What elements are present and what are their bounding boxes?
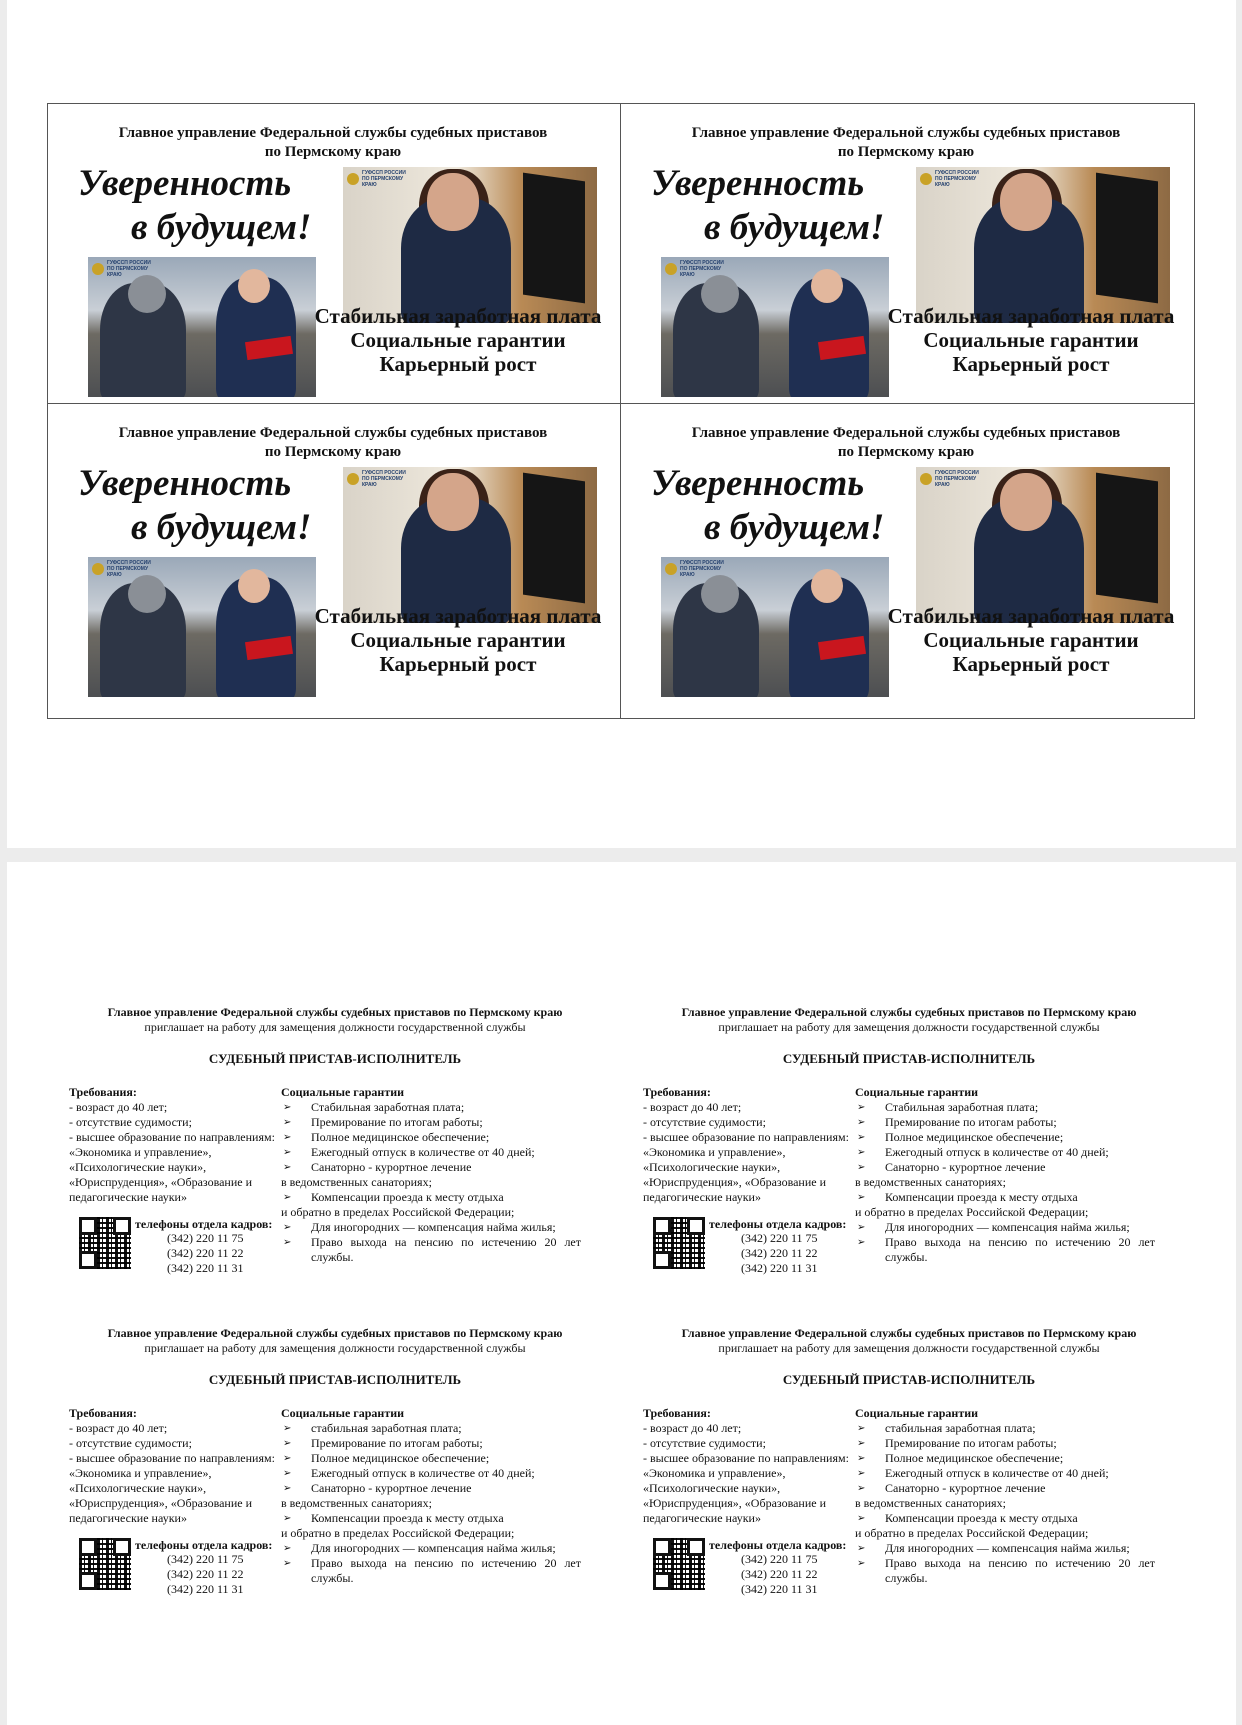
qr-code-icon	[653, 1217, 705, 1269]
notice-header	[55, 1326, 615, 1356]
logo-text: ГУФССП РОССИИ ПО ПЕРМСКОМУ КРАЮ	[935, 470, 979, 488]
photo-officer-on-phone	[916, 467, 1170, 623]
requirement-item: - отсутствие судимости;	[69, 1115, 192, 1129]
requirement-item: - высшее образование по направлениям:	[69, 1451, 275, 1465]
social-item: ➢ Право выхода на пенсию по истечению 20 лет службы.	[281, 1235, 581, 1265]
bailiff-head	[811, 269, 843, 303]
bailiff-head	[811, 569, 843, 603]
notice-position: СУДЕБНЫЙ ПРИСТАВ-ИСПОЛНИТЕЛЬ	[782, 1051, 1036, 1066]
qr-code-icon	[79, 1217, 131, 1269]
social-item: и обратно в пределах Российской Федерации;	[855, 1526, 1089, 1540]
social-item: ➢ Компенсации проезда к месту отдыха	[855, 1511, 1155, 1526]
social-item: в ведомственных санаториях;	[281, 1175, 432, 1189]
requirements-list	[643, 1421, 875, 1526]
social-block	[281, 1085, 581, 1265]
social-item: ➢ Ежегодный отпуск в количестве от 40 дней;	[855, 1466, 1155, 1481]
phones-label: телефоны отдела кадров:	[135, 1217, 273, 1231]
social-item: ➢ Компенсации проезда к месту отдыха	[281, 1511, 581, 1526]
flyer-card	[621, 104, 1194, 404]
phone-number: (342) 220 11 75	[741, 1231, 818, 1245]
flyer-card	[621, 404, 1194, 718]
notice-position: СУДЕБНЫЙ ПРИСТАВ-ИСПОЛНИТЕЛЬ	[782, 1372, 1036, 1387]
requirement-item: «Юриспруденция», «Образование и	[643, 1175, 826, 1189]
flyer-org-title	[621, 424, 1191, 462]
notice-org: Главное управление Федеральной службы судебных приставов по Пермскому краю	[681, 1005, 1137, 1019]
phone-number: (342) 220 11 22	[741, 1246, 818, 1260]
photo-bailiff-with-citizen	[88, 257, 316, 397]
social-item: ➢ Санаторно - курортное лечение	[855, 1160, 1155, 1175]
photo-officer-on-phone	[343, 167, 597, 323]
social-item: в ведомственных санаториях;	[855, 1175, 1006, 1189]
vacancy-notice	[629, 1005, 1189, 1305]
requirement-item: - отсутствие судимости;	[643, 1115, 766, 1129]
social-item: ➢ стабильная заработная плата;	[281, 1421, 581, 1436]
social-title: Социальные гарантии	[281, 1406, 405, 1420]
requirement-item: «Экономика и управление»,	[643, 1466, 786, 1480]
requirement-item: педагогические науки»	[69, 1190, 187, 1204]
social-item: ➢ стабильная заработная плата;	[855, 1421, 1155, 1436]
logo-text: ГУФССП РОССИИ ПО ПЕРМСКОМУ КРАЮ	[362, 170, 406, 188]
social-item: ➢ Премирование по итогам работы;	[855, 1436, 1155, 1451]
benefit-salary: Стабильная заработная плата	[887, 304, 1175, 328]
social-item: ➢ Для иногородних — компенсация найма жилья;	[281, 1220, 581, 1235]
org-line-1: Главное управление Федеральной службы судебных приставов	[118, 125, 548, 141]
phone-number: (342) 220 11 22	[741, 1567, 818, 1581]
phones-label: телефоны отдела кадров:	[709, 1217, 847, 1231]
requirements-block	[643, 1085, 875, 1205]
flyer-page	[7, 0, 1236, 848]
slogan-line-1: Уверенность	[78, 463, 292, 504]
social-item: ➢ Полное медицинское обеспечение;	[855, 1130, 1155, 1145]
requirements-list	[69, 1421, 301, 1526]
eagle-emblem-icon	[920, 473, 932, 485]
social-item: ➢ Премирование по итогам работы;	[281, 1115, 581, 1130]
fssp-logo	[920, 470, 979, 488]
social-list	[281, 1100, 581, 1265]
slogan-line-2: в будущем!	[131, 207, 312, 248]
requirement-item: «Экономика и управление»,	[69, 1466, 212, 1480]
requirement-item: «Психологические науки»,	[69, 1481, 207, 1495]
social-block	[855, 1085, 1155, 1265]
flyer-org-title	[621, 124, 1191, 162]
eagle-emblem-icon	[347, 473, 359, 485]
officer-head	[427, 473, 479, 531]
phones-list	[741, 1552, 818, 1597]
social-item: ➢ Санаторно - курортное лечение	[281, 1160, 581, 1175]
org-line-2: по Пермскому краю	[264, 444, 402, 460]
social-item: и обратно в пределах Российской Федерации;	[281, 1526, 515, 1540]
social-title: Социальные гарантии	[855, 1406, 979, 1420]
slogan-line-1: Уверенность	[78, 163, 292, 204]
phone-number: (342) 220 11 31	[741, 1582, 818, 1596]
benefit-salary: Стабильная заработная плата	[314, 304, 602, 328]
phone-number: (342) 220 11 75	[167, 1231, 244, 1245]
requirements-block	[643, 1406, 875, 1526]
requirement-item: «Юриспруденция», «Образование и	[69, 1175, 252, 1189]
phones-list	[741, 1231, 818, 1276]
logo-text: ГУФССП РОССИИ ПО ПЕРМСКОМУ КРАЮ	[362, 470, 406, 488]
eagle-emblem-icon	[920, 173, 932, 185]
benefit-salary: Стабильная заработная плата	[887, 604, 1175, 628]
flyer-org-title	[48, 124, 618, 162]
requirement-item: - высшее образование по направлениям:	[643, 1451, 849, 1465]
fssp-logo	[920, 170, 979, 188]
social-item: в ведомственных санаториях;	[855, 1496, 1006, 1510]
officer-head	[427, 173, 479, 231]
org-line-2: по Пермскому краю	[837, 444, 975, 460]
qr-code-icon	[653, 1538, 705, 1590]
benefit-social: Социальные гарантии	[350, 628, 566, 652]
bailiff-head	[238, 269, 270, 303]
slogan-line-2: в будущем!	[704, 507, 885, 548]
social-item: ➢ Полное медицинское обеспечение;	[281, 1451, 581, 1466]
phone-number: (342) 220 11 22	[167, 1246, 244, 1260]
social-item: ➢ Право выхода на пенсию по истечению 20 лет службы.	[855, 1556, 1155, 1586]
flyer-benefits	[301, 604, 615, 676]
phone-number: (342) 220 11 31	[167, 1261, 244, 1275]
vacancy-notice	[55, 1326, 615, 1626]
social-block	[855, 1406, 1155, 1586]
eagle-emblem-icon	[665, 263, 677, 275]
fssp-logo	[347, 470, 406, 488]
requirement-item: «Юриспруденция», «Образование и	[69, 1496, 252, 1510]
flyer-benefits	[301, 304, 615, 376]
phones-label: телефоны отдела кадров:	[135, 1538, 273, 1552]
eagle-emblem-icon	[347, 173, 359, 185]
social-title: Социальные гарантии	[281, 1085, 405, 1099]
bailiff-head	[238, 569, 270, 603]
notice-org: Главное управление Федеральной службы судебных приставов по Пермскому краю	[107, 1005, 563, 1019]
requirement-item: «Экономика и управление»,	[69, 1145, 212, 1159]
notice-position: СУДЕБНЫЙ ПРИСТАВ-ИСПОЛНИТЕЛЬ	[208, 1372, 462, 1387]
fssp-logo	[347, 170, 406, 188]
photo-officer-on-phone	[916, 167, 1170, 323]
social-item: ➢ Ежегодный отпуск в количестве от 40 дней;	[855, 1145, 1155, 1160]
benefit-career: Карьерный рост	[952, 352, 1110, 376]
requirement-item: - отсутствие судимости;	[69, 1436, 192, 1450]
citizen-head	[701, 575, 739, 613]
requirement-item: педагогические науки»	[69, 1511, 187, 1525]
notice-invite: приглашает на работу для замещения должности государственной службы	[718, 1341, 1100, 1355]
requirement-item: педагогические науки»	[643, 1190, 761, 1204]
notice-header	[629, 1326, 1189, 1356]
requirement-item: - отсутствие судимости;	[643, 1436, 766, 1450]
social-block	[281, 1406, 581, 1586]
citizen-head	[128, 275, 166, 313]
requirements-title: Требования:	[643, 1406, 711, 1420]
requirement-item: - возраст до 40 лет;	[69, 1100, 168, 1114]
social-item: и обратно в пределах Российской Федерации;	[855, 1205, 1089, 1219]
phone-number: (342) 220 11 31	[741, 1261, 818, 1275]
social-title: Социальные гарантии	[855, 1085, 979, 1099]
notice-position: СУДЕБНЫЙ ПРИСТАВ-ИСПОЛНИТЕЛЬ	[208, 1051, 462, 1066]
flyer-org-title	[48, 424, 618, 462]
eagle-emblem-icon	[92, 563, 104, 575]
photo-bailiff-with-citizen	[88, 557, 316, 697]
requirement-item: - высшее образование по направлениям:	[643, 1130, 849, 1144]
requirements-list	[643, 1100, 875, 1205]
benefit-career: Карьерный рост	[379, 352, 537, 376]
social-item: ➢ Полное медицинское обеспечение;	[281, 1130, 581, 1145]
phones-list	[167, 1552, 244, 1597]
social-list	[281, 1421, 581, 1586]
phone-number: (342) 220 11 22	[167, 1567, 244, 1581]
benefit-salary: Стабильная заработная плата	[314, 604, 602, 628]
social-item: ➢ Стабильная заработная плата;	[855, 1100, 1155, 1115]
social-item: ➢ Для иногородних — компенсация найма жилья;	[281, 1541, 581, 1556]
social-item: ➢ Премирование по итогам работы;	[281, 1436, 581, 1451]
requirement-item: педагогические науки»	[643, 1511, 761, 1525]
requirements-block	[69, 1406, 301, 1526]
notice-invite: приглашает на работу для замещения должности государственной службы	[718, 1020, 1100, 1034]
monitor	[523, 473, 585, 604]
flyer-grid	[47, 103, 1195, 719]
requirement-item: - высшее образование по направлениям:	[69, 1130, 275, 1144]
social-item: ➢ Компенсации проезда к месту отдыха	[855, 1190, 1155, 1205]
requirement-item: «Юриспруденция», «Образование и	[643, 1496, 826, 1510]
benefit-social: Социальные гарантии	[350, 328, 566, 352]
benefit-social: Социальные гарантии	[923, 328, 1139, 352]
notice-invite: приглашает на работу для замещения должности государственной службы	[144, 1020, 526, 1034]
phones-list	[167, 1231, 244, 1276]
phone-number: (342) 220 11 75	[741, 1552, 818, 1566]
social-item: ➢ Для иногородних — компенсация найма жилья;	[855, 1220, 1155, 1235]
social-item: ➢ Санаторно - курортное лечение	[855, 1481, 1155, 1496]
org-line-1: Главное управление Федеральной службы судебных приставов	[691, 425, 1121, 441]
requirements-block	[69, 1085, 301, 1205]
social-item: ➢ Премирование по итогам работы;	[855, 1115, 1155, 1130]
officer-head	[1000, 173, 1052, 231]
slogan-line-2: в будущем!	[131, 507, 312, 548]
social-item: ➢ Ежегодный отпуск в количестве от 40 дней;	[281, 1466, 581, 1481]
eagle-emblem-icon	[665, 563, 677, 575]
logo-text: ГУФССП РОССИИ ПО ПЕРМСКОМУ КРАЮ	[935, 170, 979, 188]
social-list	[855, 1100, 1155, 1265]
officer-head	[1000, 473, 1052, 531]
social-item: ➢ Санаторно - курортное лечение	[281, 1481, 581, 1496]
social-item: и обратно в пределах Российской Федерации;	[281, 1205, 515, 1219]
benefit-career: Карьерный рост	[379, 652, 537, 676]
monitor	[1096, 173, 1158, 304]
monitor	[1096, 473, 1158, 604]
social-item: ➢ Полное медицинское обеспечение;	[855, 1451, 1155, 1466]
requirements-title: Требования:	[69, 1406, 137, 1420]
qr-code-icon	[79, 1538, 131, 1590]
notice-org: Главное управление Федеральной службы судебных приставов по Пермскому краю	[107, 1326, 563, 1340]
requirements-title: Требования:	[69, 1085, 137, 1099]
social-item: ➢ Компенсации проезда к месту отдыха	[281, 1190, 581, 1205]
social-item: ➢ Ежегодный отпуск в количестве от 40 дней;	[281, 1145, 581, 1160]
notice-header	[629, 1005, 1189, 1035]
requirement-item: - возраст до 40 лет;	[643, 1100, 742, 1114]
photo-bailiff-with-citizen	[661, 257, 889, 397]
logo-text: ГУФССП РОССИИ ПО ПЕРМСКОМУ КРАЮ	[680, 560, 724, 578]
requirement-item: - возраст до 40 лет;	[69, 1421, 168, 1435]
eagle-emblem-icon	[92, 263, 104, 275]
flyer-card	[48, 104, 621, 404]
notice-header	[55, 1005, 615, 1035]
monitor	[523, 173, 585, 304]
vacancy-notice	[55, 1005, 615, 1305]
notice-invite: приглашает на работу для замещения должности государственной службы	[144, 1341, 526, 1355]
phone-number: (342) 220 11 31	[167, 1582, 244, 1596]
phone-number: (342) 220 11 75	[167, 1552, 244, 1566]
benefit-career: Карьерный рост	[952, 652, 1110, 676]
notices-page	[7, 862, 1236, 1725]
slogan-line-1: Уверенность	[651, 163, 865, 204]
social-item: ➢ Для иногородних — компенсация найма жилья;	[855, 1541, 1155, 1556]
flyer-benefits	[874, 304, 1188, 376]
phones-label: телефоны отдела кадров:	[709, 1538, 847, 1552]
citizen-head	[128, 575, 166, 613]
logo-text: ГУФССП РОССИИ ПО ПЕРМСКОМУ КРАЮ	[107, 260, 151, 278]
slogan-line-2: в будущем!	[704, 207, 885, 248]
social-item: ➢ Право выхода на пенсию по истечению 20 лет службы.	[281, 1556, 581, 1586]
requirement-item: «Психологические науки»,	[69, 1160, 207, 1174]
social-list	[855, 1421, 1155, 1586]
photo-bailiff-with-citizen	[661, 557, 889, 697]
logo-text: ГУФССП РОССИИ ПО ПЕРМСКОМУ КРАЮ	[680, 260, 724, 278]
requirements-title: Требования:	[643, 1085, 711, 1099]
flyer-benefits	[874, 604, 1188, 676]
social-item: ➢ Стабильная заработная плата;	[281, 1100, 581, 1115]
org-line-2: по Пермскому краю	[264, 144, 402, 160]
logo-text: ГУФССП РОССИИ ПО ПЕРМСКОМУ КРАЮ	[107, 560, 151, 578]
citizen-head	[701, 275, 739, 313]
flyer-card	[48, 404, 621, 718]
vacancy-notice	[629, 1326, 1189, 1626]
requirement-item: «Экономика и управление»,	[643, 1145, 786, 1159]
social-item: ➢ Право выхода на пенсию по истечению 20 лет службы.	[855, 1235, 1155, 1265]
org-line-1: Главное управление Федеральной службы судебных приставов	[691, 125, 1121, 141]
photo-officer-on-phone	[343, 467, 597, 623]
benefit-social: Социальные гарантии	[923, 628, 1139, 652]
requirements-list	[69, 1100, 301, 1205]
requirement-item: «Психологические науки»,	[643, 1481, 781, 1495]
social-item: в ведомственных санаториях;	[281, 1496, 432, 1510]
slogan-line-1: Уверенность	[651, 463, 865, 504]
notice-org: Главное управление Федеральной службы судебных приставов по Пермскому краю	[681, 1326, 1137, 1340]
requirement-item: «Психологические науки»,	[643, 1160, 781, 1174]
requirement-item: - возраст до 40 лет;	[643, 1421, 742, 1435]
org-line-1: Главное управление Федеральной службы судебных приставов	[118, 425, 548, 441]
org-line-2: по Пермскому краю	[837, 144, 975, 160]
